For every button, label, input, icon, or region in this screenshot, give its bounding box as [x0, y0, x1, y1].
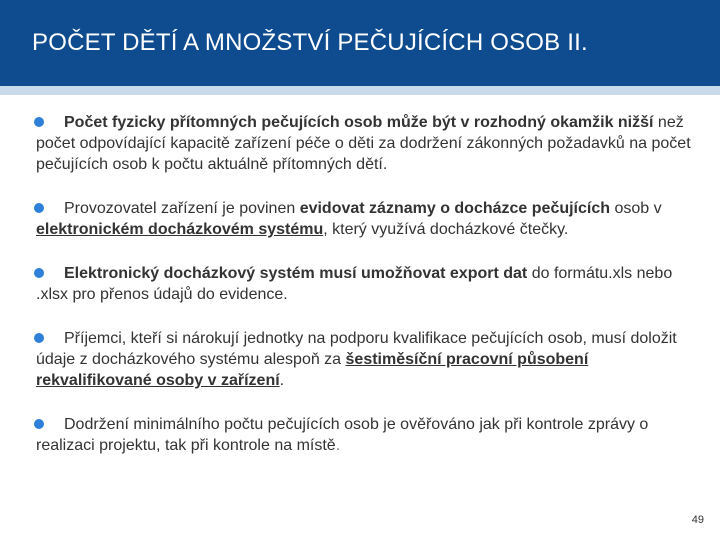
- bullet-text: [36, 114, 691, 173]
- bullet-dot-icon: [34, 203, 44, 213]
- text-segment: osob v: [610, 200, 662, 217]
- bullet-item-2: [34, 198, 706, 240]
- bullet-item-5: [34, 414, 706, 456]
- bullet-dot-icon: [34, 268, 44, 278]
- bullet-dot-icon: [34, 117, 44, 127]
- slide-title: POČET DĚTÍ A MNOŽSTVÍ PEČUJÍCÍCH OSOB II.: [32, 29, 588, 56]
- text-segment: .: [335, 437, 341, 454]
- text-segment: Počet fyzicky přítomných pečujících osob může být v rozhodný okamžik nižší: [64, 114, 654, 131]
- text-segment: Elektronický docházkový systém musí umožňovat export dat: [64, 265, 528, 282]
- bullet-text: [36, 416, 648, 454]
- text-segment-underlined: šestiměsíční pracovní působení rekvalifikované osoby v zařízení: [36, 351, 589, 389]
- bullet-item-3: [34, 263, 706, 305]
- page-number: 49: [691, 514, 704, 526]
- bullet-dot-icon: [34, 419, 44, 429]
- text-segment: Provozovatel zařízení je povinen: [64, 200, 300, 217]
- text-segment: .: [279, 372, 285, 389]
- text-segment: Dodržení minimálního počtu pečujících osob je ověřováno jak při kontrole zprávy o realizaci projektu, tak při kontrole na místě: [36, 416, 649, 454]
- bullet-dot-icon: [34, 333, 44, 343]
- slide-header: [0, 0, 720, 86]
- header-band: [0, 86, 720, 95]
- text-segment: evidovat záznamy o docházce pečujících: [299, 200, 611, 217]
- text-segment: než počet odpovídající kapacitě zařízení péče o děti za dodržení zákonných požadavků na počet pečujících osob k počtu aktuálně přítomných dětí.: [36, 114, 691, 173]
- text-segment: do formátu.xls nebo .xlsx pro přenos údajů do evidence.: [36, 265, 673, 303]
- bullet-list: [34, 112, 706, 456]
- text-segment: , který využívá docházkové čtečky.: [323, 221, 569, 238]
- text-segment: Příjemci, kteří si nárokují jednotky na podporu kvalifikace pečujících osob, musí doložit údaje z docházkového systému alespoň za: [36, 330, 677, 368]
- bullet-text: [36, 200, 662, 238]
- bullet-text: [36, 330, 677, 389]
- text-segment-underlined: elektronickém docházkovém systému: [36, 221, 324, 238]
- bullet-item-1: [34, 112, 706, 175]
- bullet-item-4: [34, 328, 706, 391]
- bullet-text: [36, 265, 672, 303]
